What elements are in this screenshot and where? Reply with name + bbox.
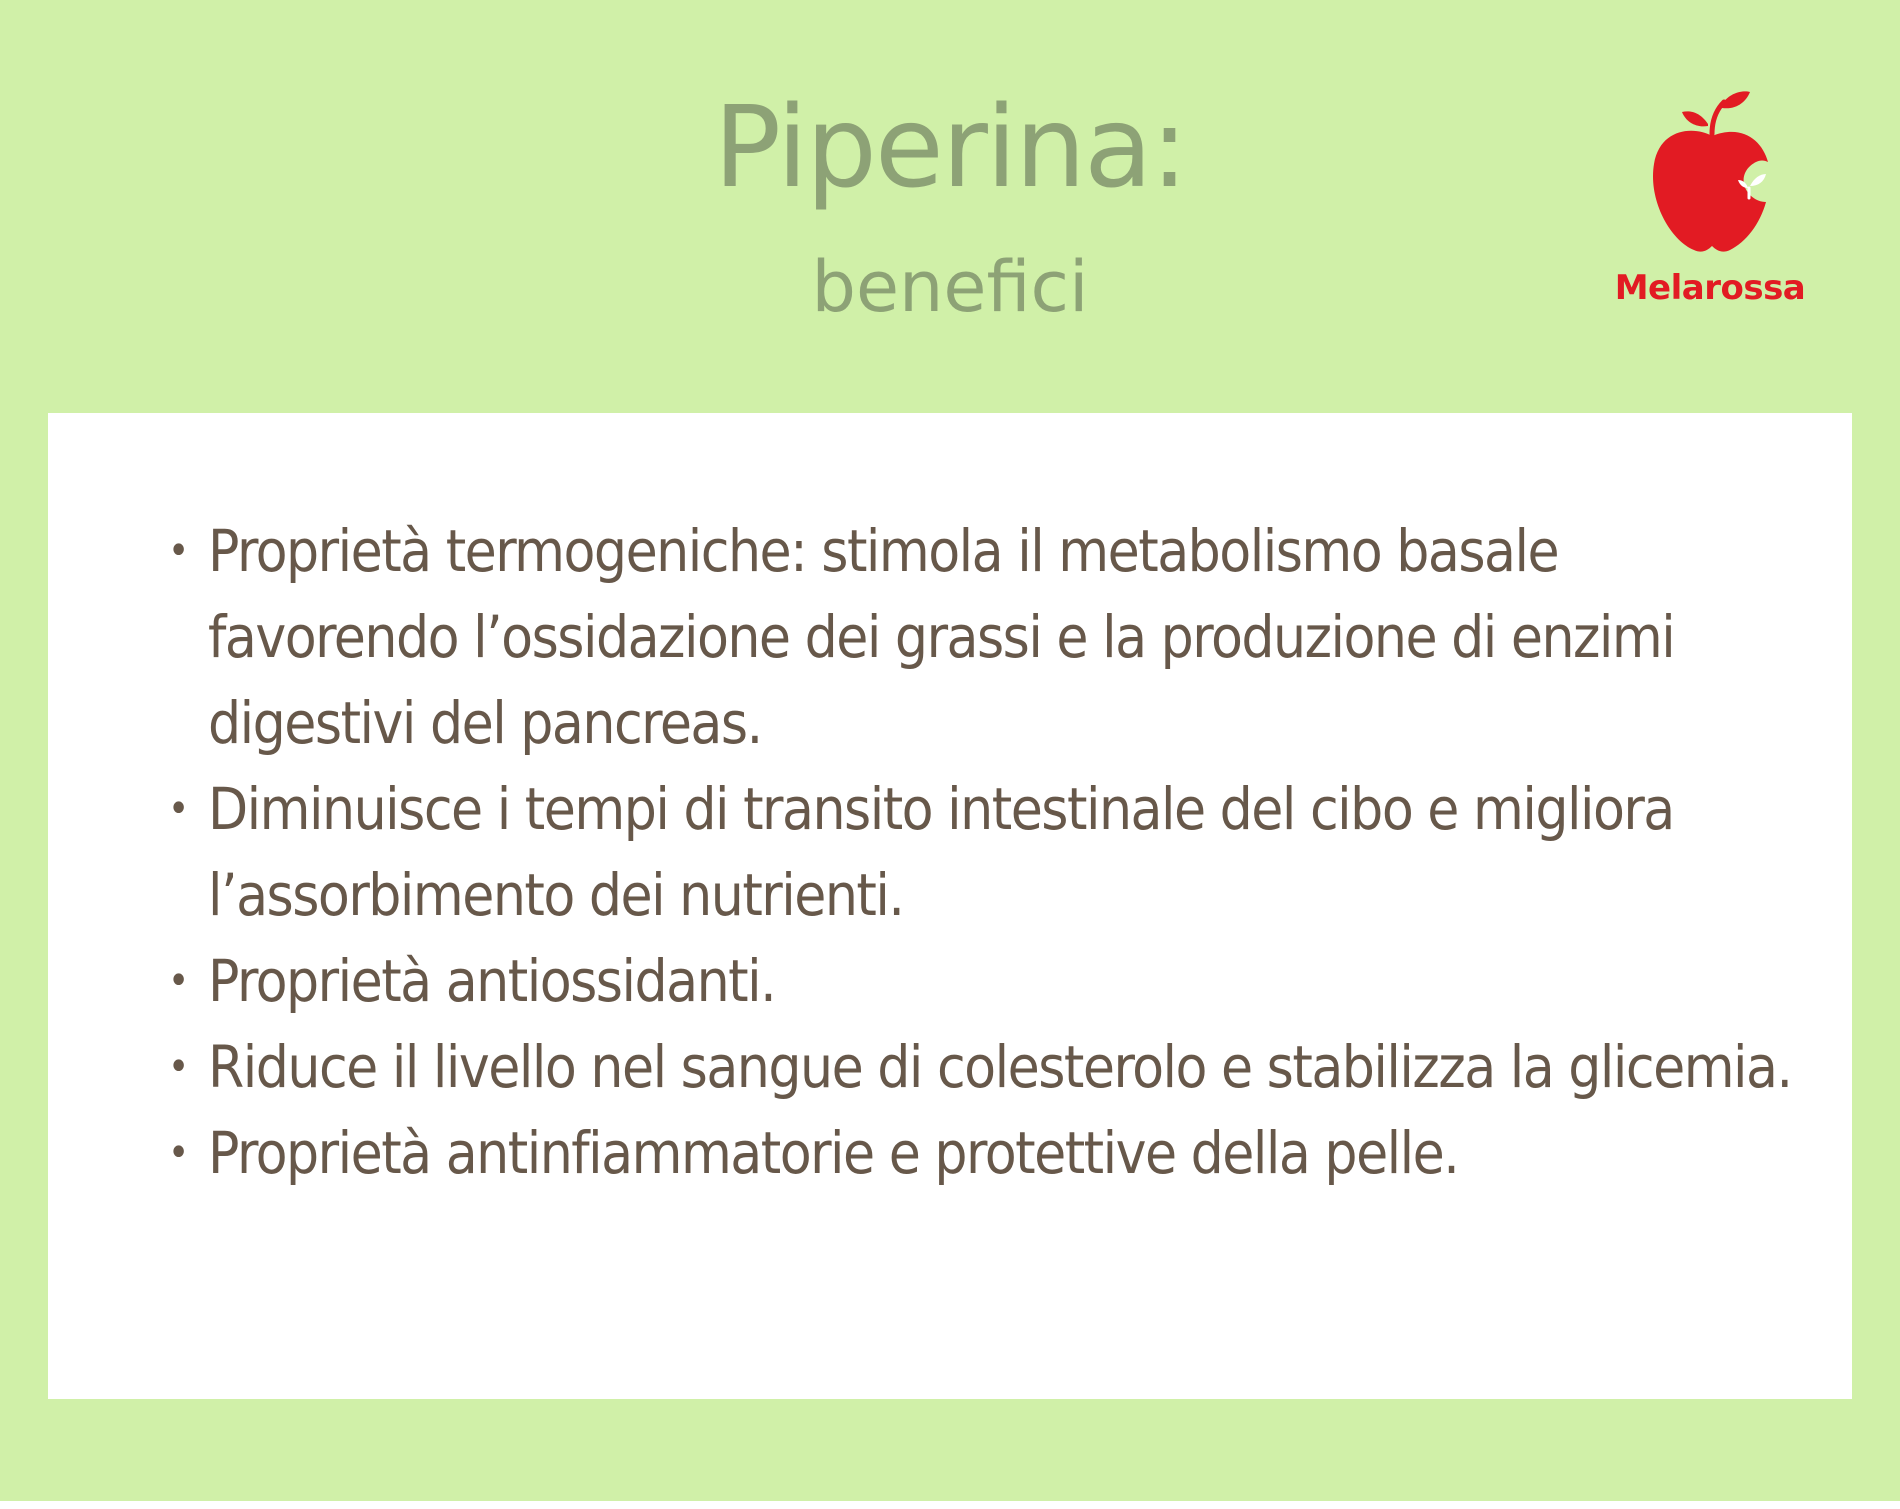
list-item (160, 1110, 1800, 1196)
list-item (160, 508, 1800, 766)
benefit-text: Proprietà termogeniche: stimola il metabolismo basale favorendo l’ossidazione dei grassi e la produzione di enzimi digestivi del pancreas. (208, 517, 1675, 757)
bullet-icon: • (168, 786, 188, 832)
bullet-icon: • (168, 1044, 188, 1090)
header (0, 0, 1900, 410)
bullet-icon: • (168, 958, 188, 1004)
brand-name: Melarossa (1614, 268, 1806, 308)
list-item (160, 938, 1800, 1024)
bullet-icon: • (168, 528, 188, 574)
benefit-text: Proprietà antiossidanti. (208, 947, 776, 1015)
list-item (160, 1024, 1800, 1110)
brand-logo[interactable] (1600, 90, 1820, 320)
benefit-text: Diminuisce i tempi di transito intestinale del cibo e migliora l’assorbimento dei nutrienti. (208, 775, 1674, 929)
benefit-text: Proprietà antinfiammatorie e protettive della pelle. (208, 1119, 1459, 1187)
page-subtitle: benefici (811, 246, 1089, 328)
bottom-border (0, 1501, 1900, 1509)
benefit-text: Riduce il livello nel sangue di colesterolo e stabilizza la glicemia. (208, 1033, 1792, 1101)
list-item (160, 766, 1800, 938)
apple-icon (1650, 90, 1774, 260)
page-title: Piperina: (713, 83, 1187, 213)
bullet-icon: • (168, 1130, 188, 1176)
benefits-card (48, 413, 1852, 1399)
benefits-list (160, 508, 1800, 1196)
